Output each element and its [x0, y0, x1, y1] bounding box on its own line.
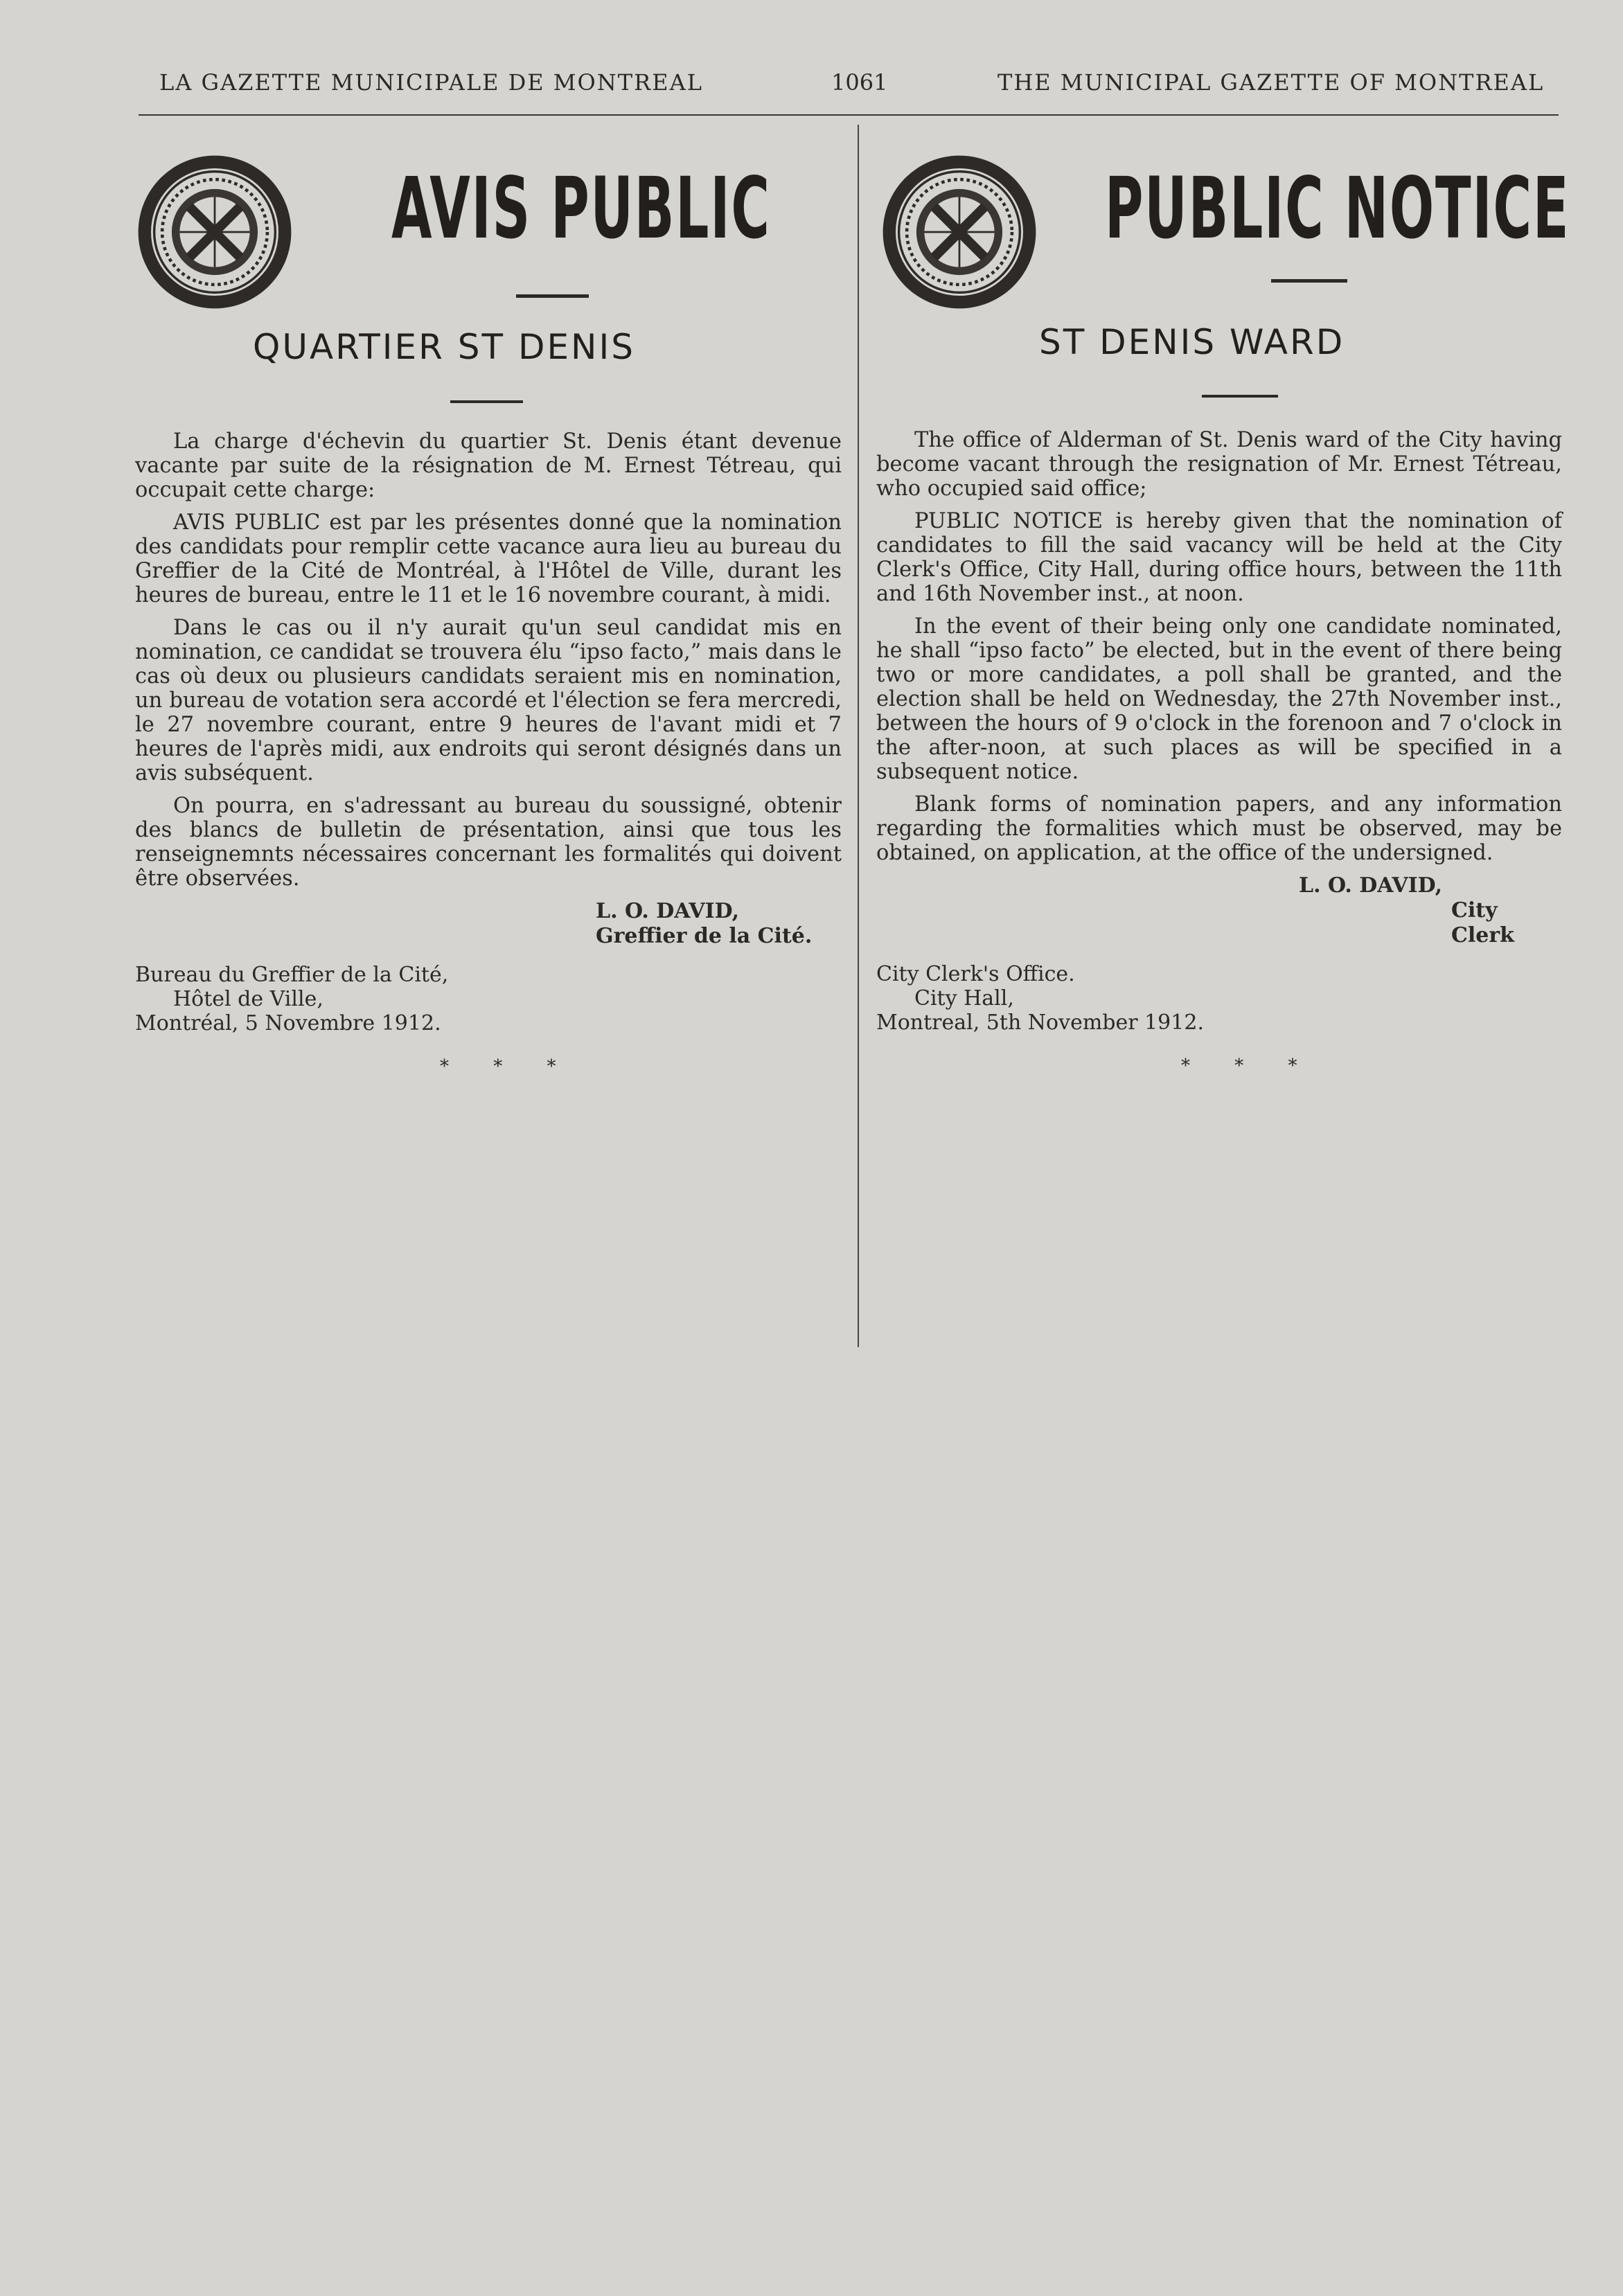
column-divider	[858, 125, 859, 1347]
notice-body-english	[876, 428, 1562, 1078]
heading-rule	[1202, 395, 1278, 398]
title-rule	[1271, 279, 1347, 283]
office-address	[876, 962, 1562, 1035]
section-heading-french: QUARTIER ST DENIS	[253, 327, 635, 367]
signature-block	[135, 899, 842, 949]
paragraph: Blank forms of nomination papers, and any information regarding the formalities which must be observed, may be obtained, on application, at the office of the undersigned.	[876, 792, 1562, 865]
signature-title: Greffier de la Cité.	[596, 924, 813, 948]
office-line: Hôtel de Ville,	[173, 987, 323, 1011]
title-rule	[516, 294, 589, 298]
city-seal-icon	[880, 152, 1039, 312]
section-heading-english: ST DENIS WARD	[1039, 322, 1345, 362]
section-end-stars: * * *	[1181, 1056, 1317, 1076]
office-line: City Clerk's Office.	[876, 962, 1075, 986]
header-left-title: LA GAZETTE MUNICIPALE DE MONTREAL	[159, 69, 703, 96]
notice-body-french	[135, 429, 842, 1079]
office-line: Montréal, 5 Novembre 1912.	[135, 1011, 441, 1035]
running-header	[139, 69, 1559, 111]
paragraph: AVIS PUBLIC est par les présentes donné que la nomination des candidats pour remplir cette vacance aura lieu au bureau du Greffier de la Cité de Montréal, à l'Hôtel de Ville, durant les heures de bureau, entre le 11 et le 16 novembre courant, à midi.	[135, 510, 842, 607]
paragraph: On pourra, en s'adressant au bureau du soussigné, obtenir des blancs de bulletin de présentation, ainsi que tous les renseignemnts nécessaires concernant les formalités qui doivent être observées.	[135, 794, 842, 891]
page-title-english: PUBLIC NOTICE	[1105, 159, 1570, 258]
signature-name: L. O. DAVID,	[596, 899, 740, 923]
section-end-stars: * * *	[440, 1056, 576, 1077]
office-address	[135, 963, 842, 1035]
office-line: Bureau du Greffier de la Cité,	[135, 963, 449, 987]
city-seal-icon	[135, 152, 294, 312]
paragraph: In the event of their being only one candidate nominated, he shall “ipso facto” be elected, but in the event of there being two or more candidates, a poll shall be granted, and the election shall be held on Wednesday, the 27th November inst., between the hours of 9 o'clock in the forenoon and 7 o'clock in the after-noon, at such places as will be specified in a subsequent notice.	[876, 614, 1562, 784]
office-line: City Hall,	[914, 986, 1014, 1011]
page-title-french: AVIS PUBLIC	[391, 159, 771, 258]
page-number: 1061	[831, 69, 888, 96]
header-right-title: THE MUNICIPAL GAZETTE OF MONTREAL	[997, 69, 1545, 96]
paragraph: The office of Alderman of St. Denis ward of the City having become vacant through the resignation of Mr. Ernest Tétreau, who occupied said office;	[876, 428, 1562, 501]
office-line: Montreal, 5th November 1912.	[876, 1011, 1204, 1035]
signature-name: L. O. DAVID,	[1299, 873, 1443, 898]
heading-rule	[450, 400, 523, 403]
paragraph: La charge d'échevin du quartier St. Denis étant devenue vacante par suite de la résignation de M. Ernest Tétreau, qui occupait cette charge:	[135, 429, 842, 502]
paragraph: PUBLIC NOTICE is hereby given that the nomination of candidates to fill the said vacancy will be held at the City Clerk's Office, City Hall, during office hours, between the 11th and 16th November inst., at noon.	[876, 509, 1562, 606]
header-rule	[139, 114, 1559, 116]
paragraph: Dans le cas ou il n'y aurait qu'un seul candidat mis en nomination, ce candidat se trouvera élu “ipso facto,” mais dans le cas où deux ou plusieurs candidats seraient mis en nomination, un bureau de votation sera accordé et l'élection se fera mercredi, le 27 novembre courant, entre 9 heures de l'avant midi et 7 heures de l'après midi, aux endroits qui seront désignés dans un avis subséquent.	[135, 616, 842, 785]
signature-block	[876, 873, 1562, 948]
signature-title: City Clerk	[1451, 898, 1514, 947]
